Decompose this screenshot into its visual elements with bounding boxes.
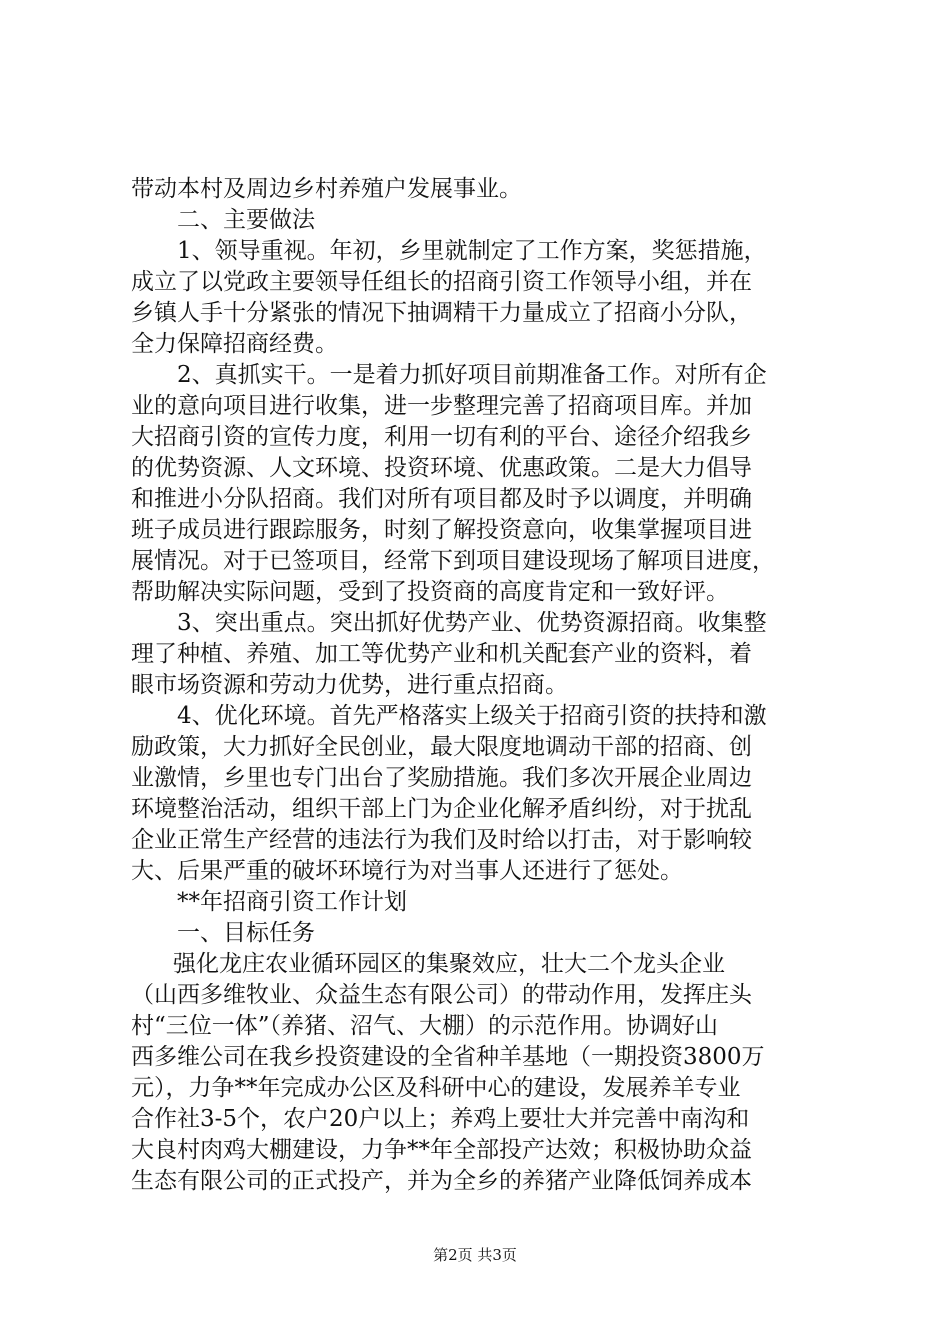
text-line: 3、突出重点。突出抓好优势产业、优势资源招商。收集整 (177, 610, 767, 636)
text-line: 元），力争**年完成办公区及科研中心的建设，发展养羊专业 (131, 1075, 741, 1101)
plan-title: **年招商引资工作计划 (177, 889, 407, 915)
text-line: 合作社3-5个，农户20户以上；养鸡上要壮大并完善中南沟和 (131, 1106, 750, 1132)
text-line: 强化龙庄农业循环园区的集聚效应，壮大二个龙头企业 (173, 951, 725, 977)
section-heading: 二、主要做法 (177, 207, 315, 233)
text-line: 帮助解决实际问题，受到了投资商的高度肯定和一致好评。 (131, 579, 729, 605)
text-line: 大招商引资的宣传力度，利用一切有利的平台、途径介绍我乡 (131, 424, 752, 450)
text-line: 乡镇人手十分紧张的情况下抽调精干力量成立了招商小分队， (131, 300, 752, 326)
text-line: 西多维公司在我乡投资建设的全省种羊基地（一期投资3800万 (131, 1044, 765, 1070)
text-line: 全力保障招商经费。 (131, 331, 338, 357)
text-line: 理了种植、养殖、加工等优势产业和机关配套产业的资料，着 (131, 641, 752, 667)
text-line: 大良村肉鸡大棚建设，力争**年全部投产达效；积极协助众益 (131, 1137, 752, 1163)
text-line: 展情况。对于已签项目，经常下到项目建设现场了解项目进度， (131, 548, 775, 574)
text-line: 4、优化环境。首先严格落实上级关于招商引资的扶持和激 (177, 703, 767, 729)
text-line: 业的意向项目进行收集，进一步整理完善了招商项目库。并加 (131, 393, 752, 419)
text-line: 村“三位一体”（养猪、沼气、大棚）的示范作用。协调好山 (131, 1013, 719, 1039)
text-line: 的优势资源、人文环境、投资环境、优惠政策。二是大力倡导 (131, 455, 752, 481)
text-line: （山西多维牧业、众益生态有限公司）的带动作用，发挥庄头 (131, 982, 752, 1008)
text-line: 1、领导重视。年初，乡里就制定了工作方案，奖惩措施， (177, 238, 767, 264)
text-line: 成立了以党政主要领导任组长的招商引资工作领导小组，并在 (131, 269, 752, 295)
text-line: 生态有限公司的正式投产，并为全乡的养猪产业降低饲养成本 (131, 1168, 752, 1194)
text-line: 班子成员进行跟踪服务，时刻了解投资意向，收集掌握项目进 (131, 517, 752, 543)
page-footer: 第2页 共3页 (433, 1246, 517, 1264)
document-body (131, 174, 831, 1197)
text-line: 带动本村及周边乡村养殖户发展事业。 (131, 176, 522, 202)
text-line: 企业正常生产经营的违法行为我们及时给以打击，对于影响较 (131, 827, 752, 853)
text-line: 业激情，乡里也专门出台了奖励措施。我们多次开展企业周边 (131, 765, 752, 791)
text-line: 大、后果严重的破坏环境行为对当事人还进行了惩处。 (131, 858, 683, 884)
section-heading: 一、目标任务 (177, 920, 315, 946)
text-line: 2、真抓实干。一是着力抓好项目前期准备工作。对所有企 (177, 362, 767, 388)
text-line: 环境整治活动，组织干部上门为企业化解矛盾纠纷，对于扰乱 (131, 796, 752, 822)
text-line: 眼市场资源和劳动力优势，进行重点招商。 (131, 672, 568, 698)
text-line: 和推进小分队招商。我们对所有项目都及时予以调度，并明确 (131, 486, 752, 512)
text-line: 励政策，大力抓好全民创业，最大限度地调动干部的招商、创 (131, 734, 752, 760)
